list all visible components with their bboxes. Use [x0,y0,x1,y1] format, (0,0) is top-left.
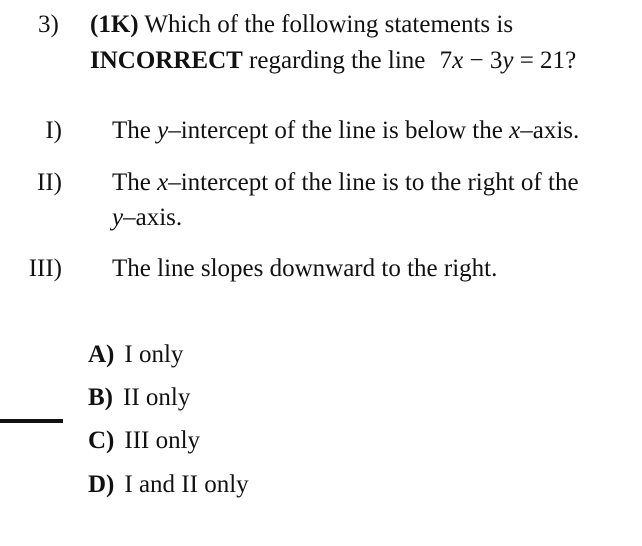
question-tag: (1K) [90,11,139,38]
statement-text-3: The line slopes downward to the right. [112,255,498,282]
choice-c[interactable] [88,426,200,456]
choice-c-text: III only [124,427,201,454]
question-stem-line-2 [90,46,576,76]
question-mark: ? [565,47,577,74]
equation-var-y: y [502,47,514,74]
equation-coef-x: 7 [439,47,453,74]
statement-2-var-x: x [157,169,169,196]
statement-1-var-y: y [157,117,169,144]
statement-2-var-y: y [112,204,124,231]
choice-b-text: II only [123,384,191,411]
equation-rhs: = 21 [513,47,566,74]
choice-d-letter: D) [88,471,115,498]
line-equation [440,47,577,74]
choice-c-letter: C) [88,427,115,454]
statement-1-part-1: The [112,117,158,144]
choice-d[interactable] [88,470,249,500]
equation-var-x: x [452,47,464,74]
question-stem-line-1 [90,10,513,40]
statement-text-1 [112,116,579,146]
choice-a[interactable] [88,340,183,370]
choice-a-letter: A) [88,341,115,368]
statement-text-2-line-2 [112,203,182,233]
choice-d-text: I and II only [124,471,249,498]
statement-1-part-2: –intercept of the line is below the [168,117,510,144]
question-stem-text-2: regarding the line [242,47,426,74]
question-emphasis: INCORRECT [90,47,243,74]
statement-1-var-x: x [509,117,521,144]
choice-a-text: I only [124,341,184,368]
statement-2-part-2: –intercept of the line is to the right of the [168,169,579,196]
statement-1-part-3: –axis. [520,117,580,144]
statement-2-part-1: The [112,169,158,196]
statement-text-2-line-1 [112,168,579,198]
statement-label-1: I) [45,117,62,144]
statement-label-2: II) [37,169,62,196]
statement-label-3: III) [28,255,62,282]
equation-operator: − 3 [463,47,503,74]
choice-b-letter: B) [88,384,113,411]
choice-b[interactable] [88,383,190,413]
statement-2-part-3: –axis. [123,204,183,231]
question-stem-text-1: Which of the following statements is [138,11,514,38]
margin-rule [0,419,63,423]
question-number: 3) [38,11,59,38]
